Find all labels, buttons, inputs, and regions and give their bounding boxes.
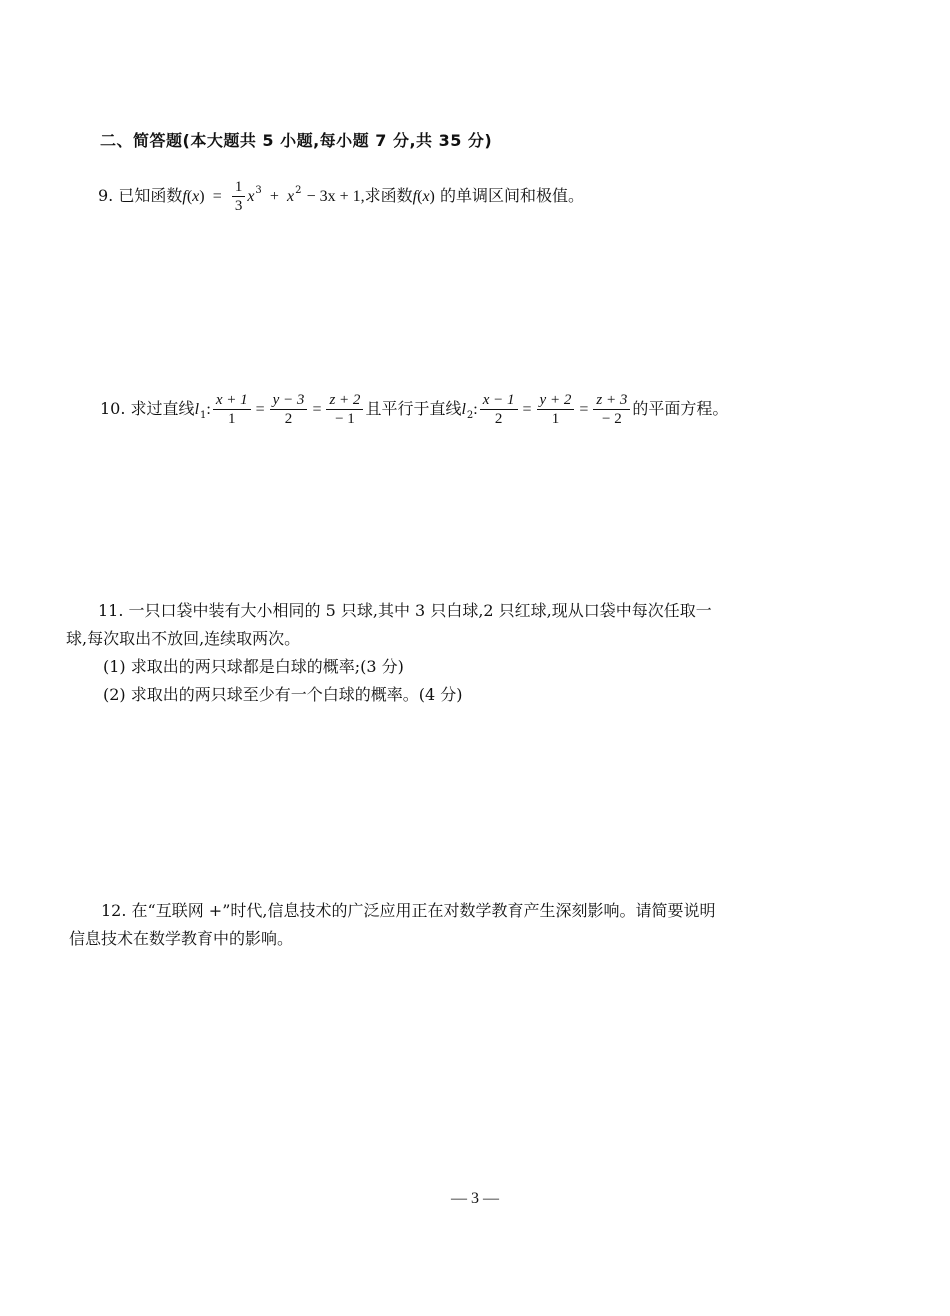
question-10: 10. 求过直线$l_1$: $\frac{x + 1}{1}$ = $\frac{y - 3}{2}$ = $\frac{z + 2}{- 1}$ 且平行于直线$l_2$: $\frac{x - 1}{2}$ = $\frac{y + 2}{1}$ = $\frac{z + 3}{- 2}$ 的平面方程。 (100, 392, 729, 427)
question-9: 9. 已知函数f(x) = $\frac{1}{3}$ $x^3 + x^2 - 3x + 1$,求函数f(x) 的单调区间和极值。 (98, 179, 584, 214)
fraction: $\frac{1}{3}$ (232, 178, 246, 215)
question-text: 已知函数 (118, 186, 183, 205)
question-text: 的单调区间和极值。 (439, 186, 584, 205)
math-symbol: x (192, 188, 200, 205)
question-11-part-1: (1) 求取出的两只球都是白球的概率;(3 分) (103, 657, 404, 676)
question-11-line-2: 球,每次取出不放回,连续取两次。 (66, 629, 301, 648)
question-12-line-1: 12. 在“互联网 +”时代,信息技术的广泛应用正在对数学教育产生深刻影响。请简要说明 (101, 901, 716, 920)
question-text: 求过直线 (130, 399, 195, 418)
question-number: 10. (100, 399, 126, 418)
question-12-line-2: 信息技术在数学教育中的影响。 (69, 929, 294, 948)
page-number: — 3 — (451, 1190, 499, 1207)
fraction: $\frac{z + 2}{- 1}$ (326, 391, 363, 428)
section-heading: 二、简答题(本大题共 5 小题,每小题 7 分,共 35 分) (100, 131, 493, 150)
question-text: 且平行于直线 (365, 399, 462, 418)
fraction: $\frac{x + 1}{1}$ (213, 391, 251, 428)
question-11-line-1: 11. 一只口袋中装有大小相同的 5 只球,其中 3 只白球,2 只红球,现从口袋中每次任取一 (98, 601, 712, 620)
question-text: 求函数 (364, 186, 413, 205)
math-expression: − 3x + 1, (306, 188, 365, 205)
fraction: $\frac{y - 3}{2}$ (270, 391, 308, 428)
fraction: $\frac{z + 3}{- 2}$ (593, 391, 630, 428)
question-11-part-2: (2) 求取出的两只球至少有一个白球的概率。(4 分) (103, 685, 463, 704)
fraction: $\frac{y + 2}{1}$ (537, 391, 575, 428)
question-text: 的平面方程。 (632, 399, 729, 418)
fraction: $\frac{x - 1}{2}$ (480, 391, 518, 428)
question-number: 9. (98, 186, 114, 205)
math-symbol: f (182, 188, 187, 205)
